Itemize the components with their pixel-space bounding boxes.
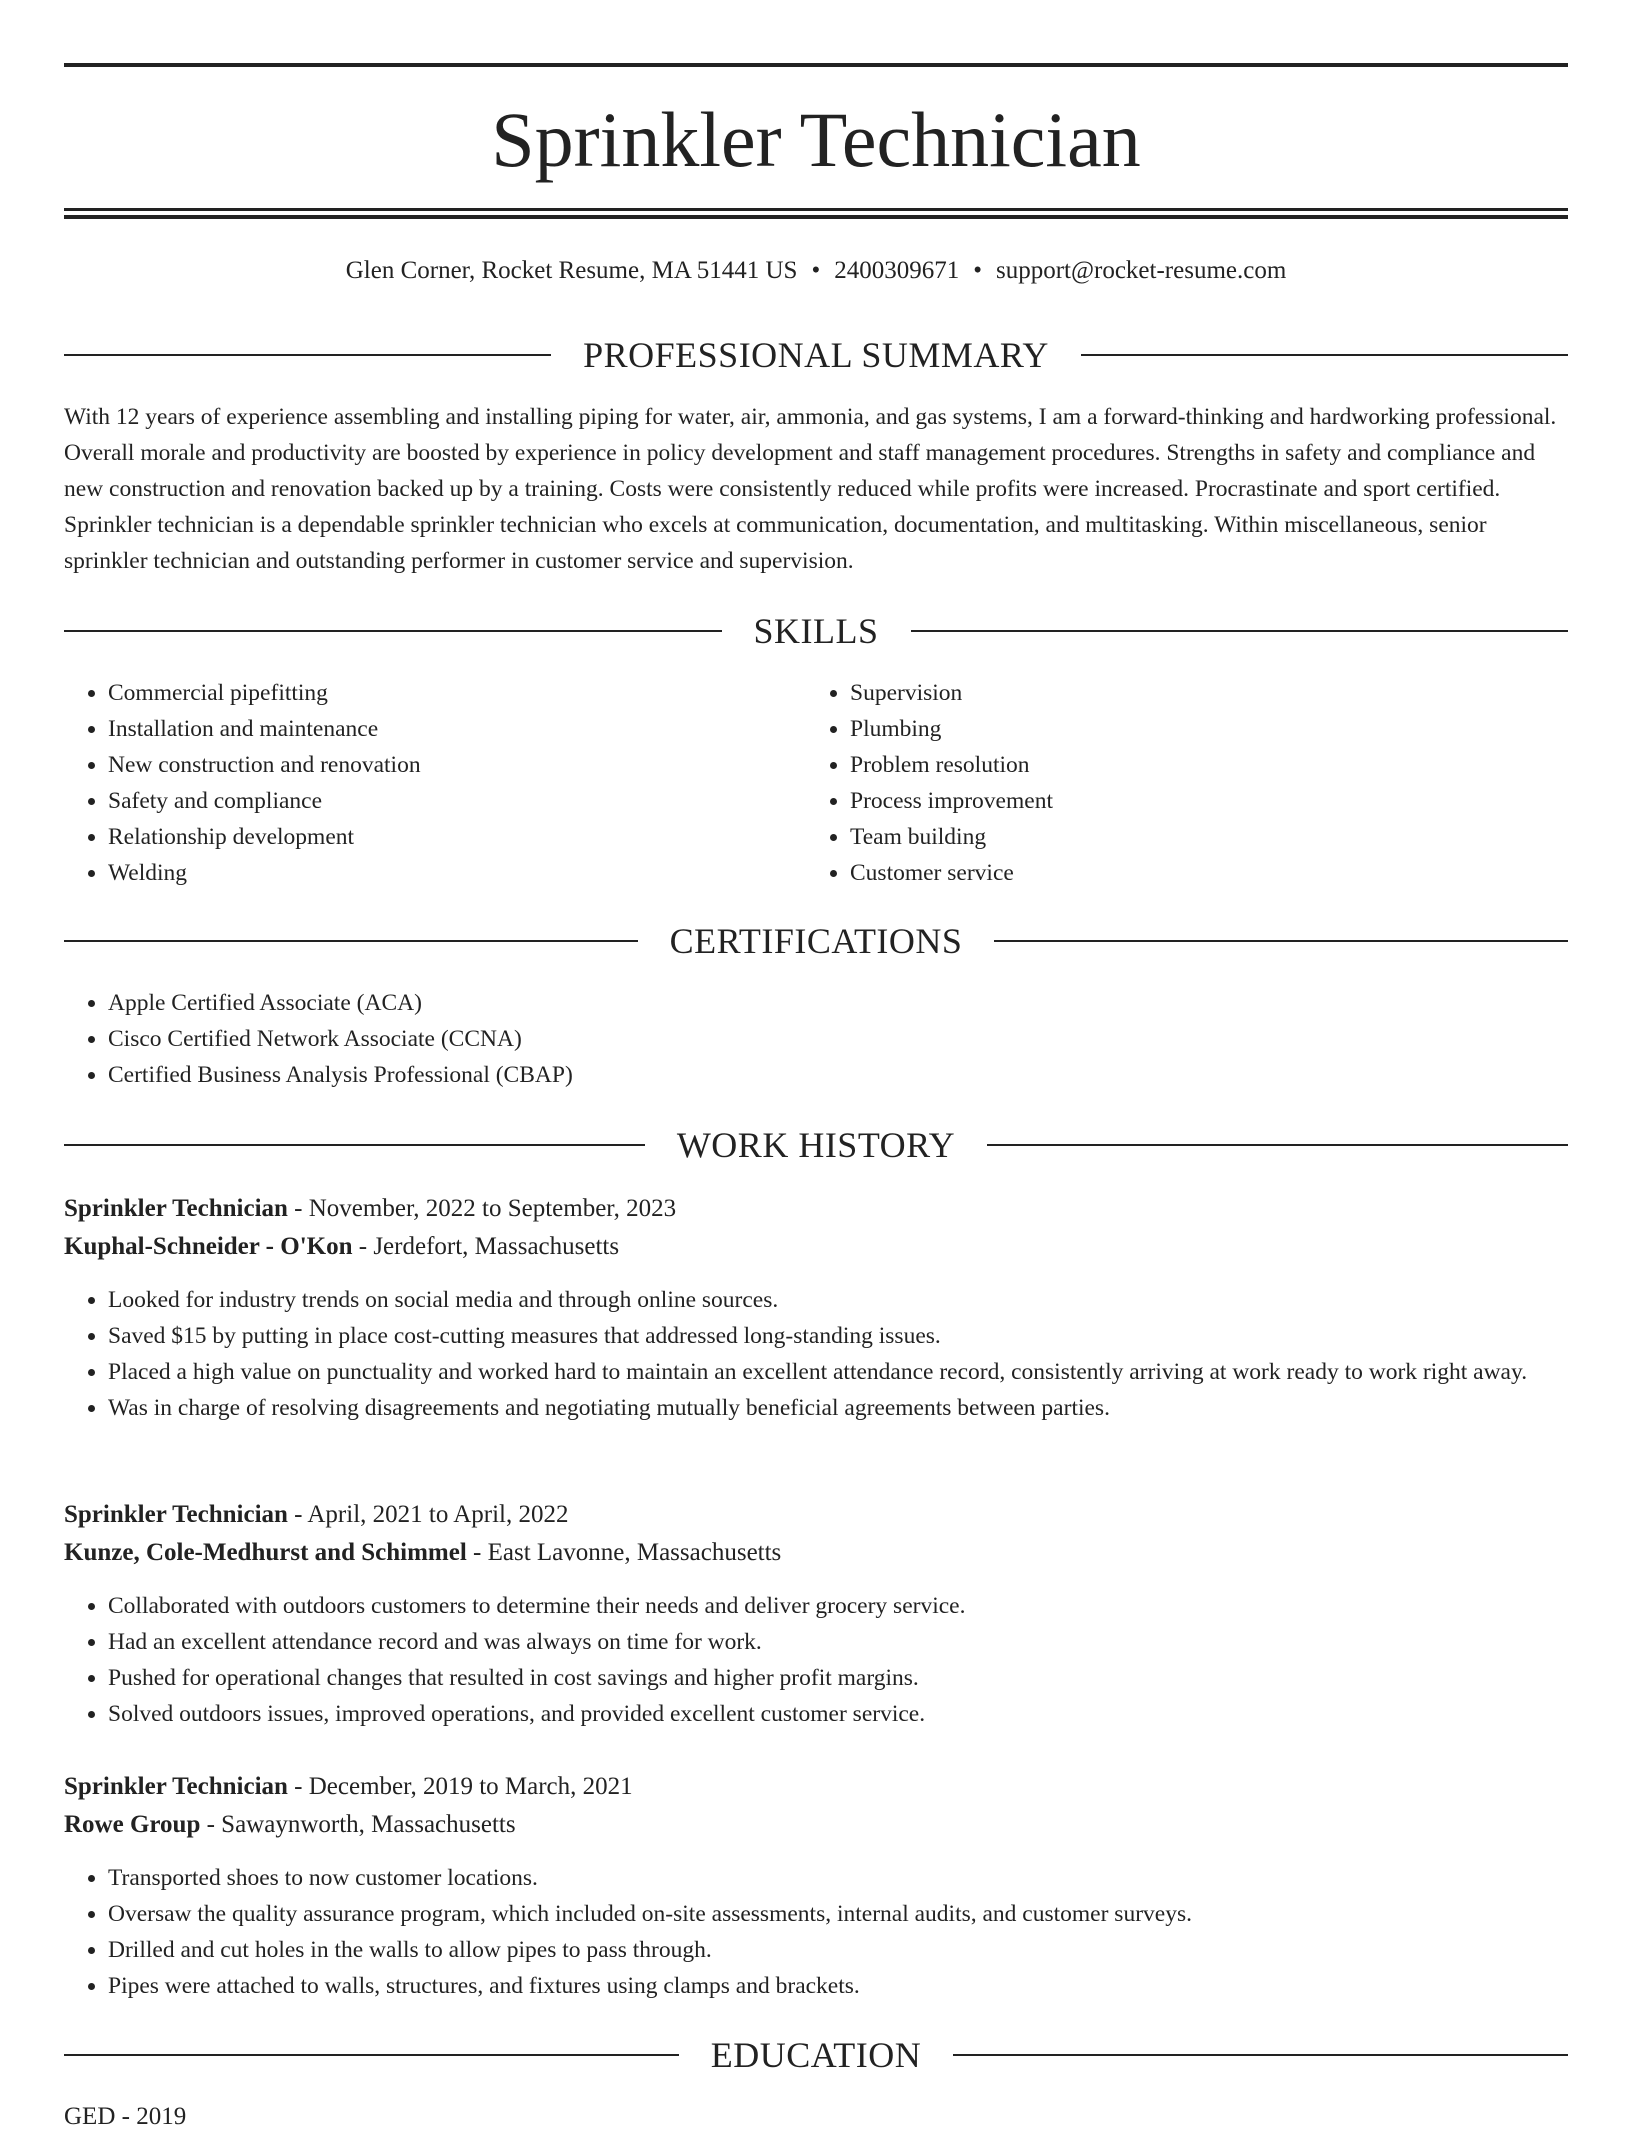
- section-header-skills: [64, 609, 1568, 653]
- job-location: - Jerdefort, Massachusetts: [358, 1233, 620, 1260]
- resume-title: Sprinkler Technician: [491, 96, 1141, 183]
- job-title: Sprinkler Technician: [64, 1195, 288, 1222]
- header-bottom-rule-2: [64, 215, 1568, 219]
- job-bullet: • Oversaw the quality assurance program, which included on-site assessments, internal audits, and customer surveys.: [108, 1896, 1568, 1932]
- contact-separator: •: [811, 257, 821, 284]
- job-company-line: [64, 1228, 1568, 1266]
- job-bullet: • Collaborated with outdoors customers to determine their needs and deliver grocery service.: [108, 1588, 1568, 1624]
- job-company-line: [64, 1534, 1568, 1572]
- job-company-line: [64, 1806, 1568, 1844]
- header-bottom-rule: [64, 208, 1568, 211]
- job-bullet: • Solved outdoors issues, improved operations, and provided excellent customer service.: [108, 1696, 1568, 1732]
- job-location: - Sawaynworth, Massachusetts: [206, 1811, 516, 1838]
- job-bullet: • Was in charge of resolving disagreements and negotiating mutually beneficial agreements between parties.: [108, 1390, 1568, 1426]
- section-rule: [64, 1144, 645, 1146]
- section-title-summary: PROFESSIONAL SUMMARY: [583, 335, 1049, 375]
- job-bullet: • Drilled and cut holes in the walls to allow pipes to pass through.: [108, 1932, 1568, 1968]
- job-entry: [64, 1496, 1568, 1732]
- section-title-education: EDUCATION: [710, 2035, 922, 2075]
- section-rule: [994, 940, 1568, 942]
- job-bullet: • Placed a high value on punctuality and worked hard to maintain an excellent attendance record, consistently arriving at work ready to work right away.: [108, 1354, 1568, 1390]
- contact-line: [64, 254, 1568, 288]
- contact-phone: 2400309671: [834, 257, 960, 284]
- job-location: - East Lavonne, Massachusetts: [473, 1539, 782, 1566]
- skills-column-left: [64, 675, 804, 891]
- job-dates: - November, 2022 to September, 2023: [294, 1195, 677, 1222]
- certifications-block: [64, 985, 1568, 1093]
- job-bullet: • Transported shoes to now customer locations.: [108, 1860, 1568, 1896]
- section-title-skills: SKILLS: [753, 611, 879, 651]
- skill-item: • Plumbing: [850, 711, 1546, 747]
- section-title-work-history: WORK HISTORY: [676, 1125, 956, 1165]
- skill-item: • Relationship development: [108, 819, 804, 855]
- job-bullets: [64, 1588, 1568, 1732]
- contact-email: support@rocket-resume.com: [995, 257, 1287, 284]
- section-rule: [64, 2054, 679, 2056]
- job-title: Sprinkler Technician: [64, 1773, 288, 1800]
- contact-address: Glen Corner, Rocket Resume, MA 51441 US: [345, 257, 798, 284]
- job-company: Kuphal-Schneider - O'Kon: [64, 1233, 353, 1260]
- contact-separator: •: [973, 257, 982, 284]
- skills-column-right: [806, 675, 1546, 891]
- skill-item: • Commercial pipefitting: [108, 675, 804, 711]
- job-bullets: [64, 1282, 1568, 1426]
- job-bullet: • Looked for industry trends on social media and through online sources.: [108, 1282, 1568, 1318]
- skills-list-left: [64, 675, 804, 891]
- section-header-certifications: [64, 919, 1568, 963]
- job-bullet: • Had an excellent attendance record and was always on time for work.: [108, 1624, 1568, 1660]
- section-header-education: [64, 2033, 1568, 2077]
- certification-item: • Apple Certified Associate (ACA): [108, 985, 1568, 1021]
- section-header-work-history: [64, 1123, 1568, 1167]
- section-rule: [64, 630, 722, 632]
- job-bullet: • Pushed for operational changes that resulted in cost savings and higher profit margins.: [108, 1660, 1568, 1696]
- header-top-rule: [64, 63, 1568, 67]
- job-title: Sprinkler Technician: [64, 1501, 288, 1528]
- job-company: Rowe Group: [64, 1811, 201, 1838]
- skill-item: • Process improvement: [850, 783, 1546, 819]
- skills-list-right: [806, 675, 1546, 891]
- certification-item: • Cisco Certified Network Associate (CCNA): [108, 1021, 1568, 1057]
- skill-item: • Welding: [108, 855, 804, 891]
- section-rule: [987, 1144, 1568, 1146]
- skill-item: • New construction and renovation: [108, 747, 804, 783]
- skill-item: • Safety and compliance: [108, 783, 804, 819]
- job-dates: - April, 2021 to April, 2022: [294, 1501, 569, 1528]
- skill-item: • Installation and maintenance: [108, 711, 804, 747]
- skill-item: • Supervision: [850, 675, 1546, 711]
- section-rule: [64, 354, 551, 356]
- job-bullets: [64, 1860, 1568, 2004]
- summary-text: With 12 years of experience assembling and installing piping for water, air, ammonia, and gas systems, I am a forward-thinking and hardworking professional. Overall morale and productivity are boosted by experience in policy development and staff management procedures. Strengths in safety and compliance and new construction and renovation backed up by a training. Costs were consistently reduced while profits were increased. Procrastinate and sport certified. Sprinkler technician is a dependable sprinkler technician who excels at communication, documentation, and multitasking. Within miscellaneous, senior sprinkler technician and outstanding performer in customer service and supervision.: [64, 404, 1557, 574]
- education-entry: GED - 2019: [64, 2103, 187, 2130]
- job-bullet: • Pipes were attached to walls, structures, and fixtures using clamps and brackets.: [108, 1968, 1568, 2004]
- job-entry: [64, 1190, 1568, 1426]
- skill-item: • Customer service: [850, 855, 1546, 891]
- job-company: Kunze, Cole-Medhurst and Schimmel: [64, 1539, 467, 1566]
- job-entry: [64, 1768, 1568, 2004]
- certification-item: • Certified Business Analysis Professional (CBAP): [108, 1057, 1568, 1093]
- section-rule: [911, 630, 1569, 632]
- section-rule: [1081, 354, 1568, 356]
- job-title-line: [64, 1768, 1568, 1806]
- skill-item: • Problem resolution: [850, 747, 1546, 783]
- section-rule: [64, 940, 638, 942]
- job-title-line: [64, 1190, 1568, 1228]
- job-title-line: [64, 1496, 1568, 1534]
- section-header-summary: [64, 333, 1568, 377]
- section-title-certifications: CERTIFICATIONS: [669, 921, 963, 961]
- certifications-list: [64, 985, 1568, 1093]
- job-dates: - December, 2019 to March, 2021: [294, 1773, 633, 1800]
- skill-item: • Team building: [850, 819, 1546, 855]
- section-rule: [953, 2054, 1568, 2056]
- job-bullet: • Saved $15 by putting in place cost-cutting measures that addressed long-standing issues.: [108, 1318, 1568, 1354]
